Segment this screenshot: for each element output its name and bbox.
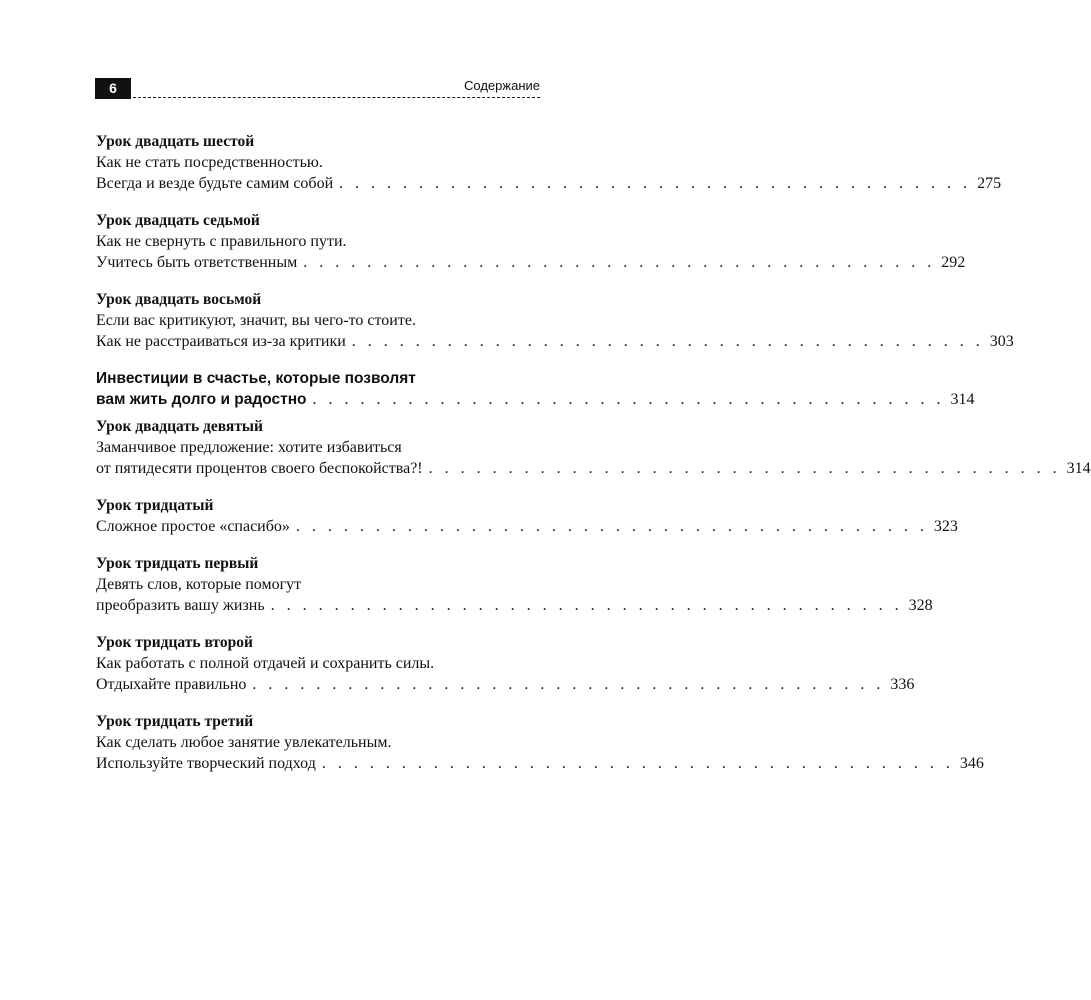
- toc-section-title: вам жить долго и радостно: [96, 391, 307, 408]
- dot-leader: . . . . . . . . . . . . . . . . . . . . . . . . . . . . . . . . . . . . . . . .: [351, 333, 984, 350]
- toc-entry-lesson-27: [96, 210, 966, 273]
- dot-leader: . . . . . . . . . . . . . . . . . . . . . . . . . . . . . . . . . . . . . . . .: [321, 755, 954, 772]
- toc-entry-line: Заманчивое предложение: хотите избавиться: [96, 439, 402, 456]
- dot-leader: . . . . . . . . . . . . . . . . . . . . . . . . . . . . . . . . . . . . . . . .: [303, 254, 936, 271]
- toc-page-number: 303: [989, 333, 1014, 350]
- toc-page-number: 336: [890, 676, 915, 693]
- dot-leader: . . . . . . . . . . . . . . . . . . . . . . . . . . . . . . . . . . . . . . . .: [270, 597, 903, 614]
- toc-page-number: 292: [941, 254, 966, 271]
- toc-entry-line: Девять слов, которые помогут: [96, 576, 302, 593]
- toc-entry-lesson-30: [96, 495, 958, 537]
- toc-entry-lesson-26: [96, 131, 1002, 194]
- dot-leader: . . . . . . . . . . . . . . . . . . . . . . . . . . . . . . . . . . . . . . . .: [428, 460, 1061, 477]
- page-header: [95, 78, 540, 100]
- toc-entry-heading: Урок двадцать восьмой: [96, 291, 262, 308]
- toc-entry-dotline: [96, 389, 975, 410]
- toc-entry-line: Используйте творческий подход: [96, 755, 316, 772]
- toc-entry-line: Как не расстраиваться из-за критики: [96, 333, 346, 350]
- toc-entry-line: Сложное простое «спасибо»: [96, 518, 290, 535]
- toc-entry-heading: Урок тридцатый: [96, 497, 214, 514]
- dot-leader: . . . . . . . . . . . . . . . . . . . . . . . . . . . . . . . . . . . . . . . .: [252, 676, 885, 693]
- running-title: Содержание: [464, 78, 540, 93]
- toc-entry-lesson-28: [96, 289, 1014, 352]
- toc-entry-lesson-29: [96, 416, 1091, 479]
- table-of-contents: [96, 131, 1091, 790]
- toc-entry-dotline: [96, 173, 1002, 194]
- toc-entry-line: Если вас критикуют, значит, вы чего-то стоите.: [96, 312, 416, 329]
- header-dashed-rule: [133, 97, 540, 98]
- toc-entry-dotline: [96, 674, 915, 695]
- toc-entry-heading: Урок двадцать шестой: [96, 133, 255, 150]
- toc-entry-heading: Урок тридцать первый: [96, 555, 259, 572]
- toc-entry-dotline: [96, 595, 933, 616]
- toc-entry-heading: Урок тридцать второй: [96, 634, 253, 651]
- toc-page-number: 314: [1066, 460, 1091, 477]
- toc-page-number: 275: [977, 175, 1002, 192]
- page-number: 6: [95, 78, 131, 99]
- toc-entry-lesson-33: [96, 711, 984, 774]
- toc-entry-heading: Урок двадцать девятый: [96, 418, 263, 435]
- toc-entry-line: Учитесь быть ответственным: [96, 254, 298, 271]
- toc-entry-heading: Урок двадцать седьмой: [96, 212, 260, 229]
- toc-entry-dotline: [96, 516, 958, 537]
- toc-page-number: 346: [959, 755, 984, 772]
- toc-section-title: Инвестиции в счастье, которые позволят: [96, 370, 416, 387]
- dot-leader: . . . . . . . . . . . . . . . . . . . . . . . . . . . . . . . . . . . . . . . .: [339, 175, 972, 192]
- toc-entry-line: Как не стать посредственностью.: [96, 154, 323, 171]
- toc-entry-line: Отдыхайте правильно: [96, 676, 247, 693]
- toc-page-number: 328: [908, 597, 933, 614]
- toc-entry-heading: Урок тридцать третий: [96, 713, 254, 730]
- toc-entry-line: от пятидесяти процентов своего беспокойства?!: [96, 460, 423, 477]
- toc-entry-lesson-32: [96, 632, 915, 695]
- toc-entry-lesson-31: [96, 553, 933, 616]
- toc-entry-line: преобразить вашу жизнь: [96, 597, 265, 614]
- toc-entry-line: Как не свернуть с правильного пути.: [96, 233, 347, 250]
- toc-entry-dotline: [96, 458, 1091, 479]
- toc-section-entry: [96, 368, 975, 410]
- toc-page-number: 314: [950, 391, 975, 408]
- toc-page-number: 323: [933, 518, 958, 535]
- toc-entry-dotline: [96, 331, 1014, 352]
- toc-entry-line: Как сделать любое занятие увлекательным.: [96, 734, 392, 751]
- toc-entry-line: Как работать с полной отдачей и сохранить силы.: [96, 655, 435, 672]
- dot-leader: . . . . . . . . . . . . . . . . . . . . . . . . . . . . . . . . . . . . . . . .: [295, 518, 928, 535]
- toc-entry-dotline: [96, 753, 984, 774]
- dot-leader: . . . . . . . . . . . . . . . . . . . . . . . . . . . . . . . . . . . . . . . .: [312, 391, 945, 408]
- toc-entry-line: Всегда и везде будьте самим собой: [96, 175, 334, 192]
- toc-entry-dotline: [96, 252, 966, 273]
